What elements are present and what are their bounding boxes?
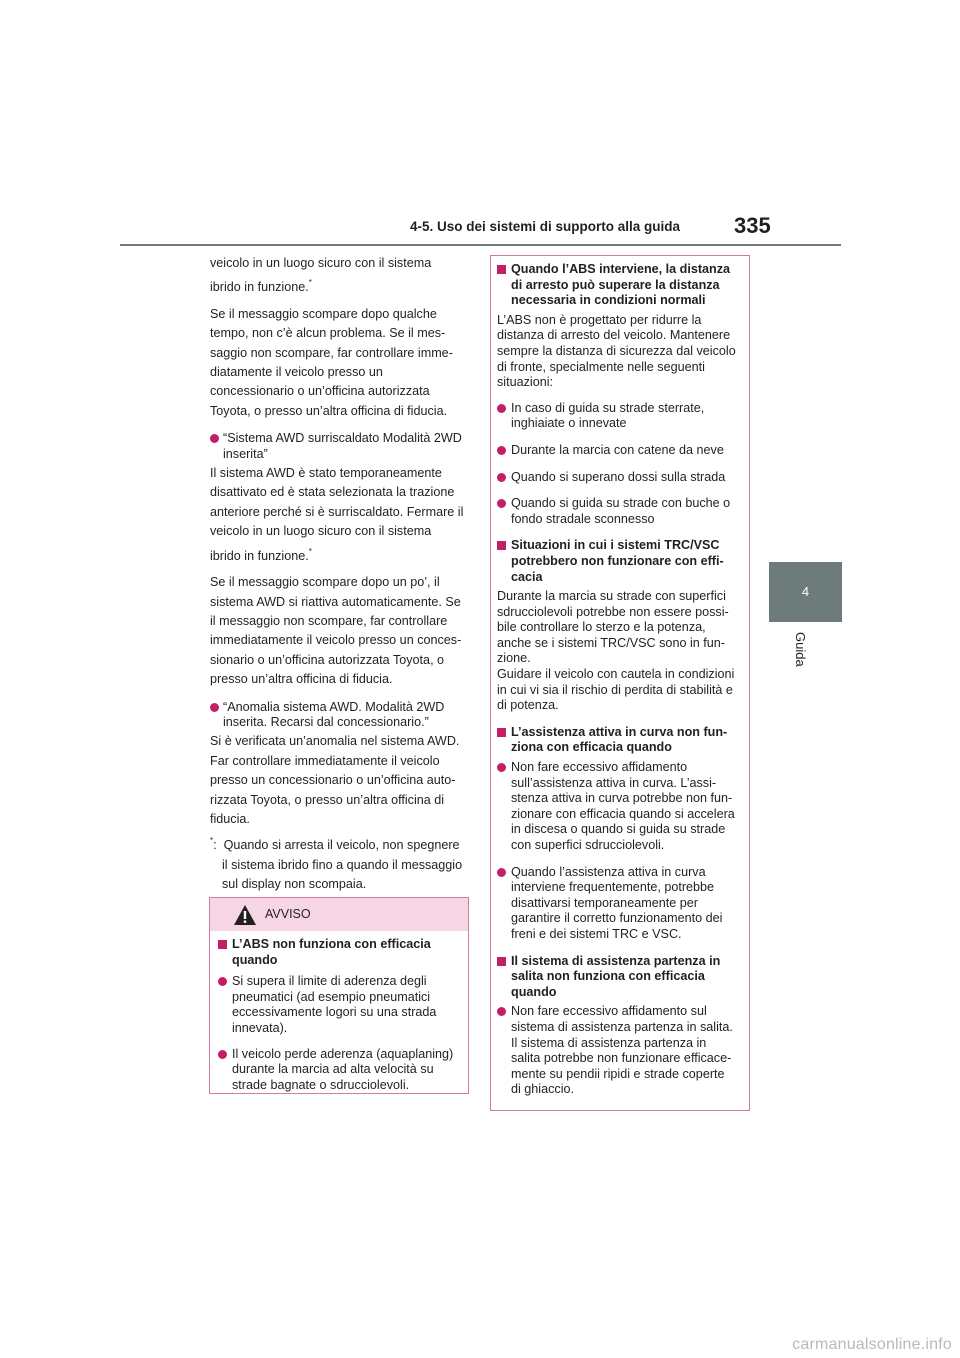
warning-triangle-icon <box>233 904 257 926</box>
footnote: *: Quando si arresta il veicolo, non spegnere il sistema ibrido fino a quando il messaggio sul display non scompaia. <box>210 836 463 892</box>
warning-title: AVVISO <box>265 907 311 921</box>
paragraph: veicolo in un luogo sicuro con il sistema <box>210 256 432 270</box>
left-column <box>210 254 472 895</box>
section-title: 4-5. Uso dei sistemi di supporto alla guida <box>410 219 681 234</box>
info-bullet: Quando si guida su strade con buche o fondo stradale sconnesso <box>497 496 739 527</box>
header-rule <box>120 244 841 246</box>
paragraph: Si è verificata un’anomalia nel sistema AWD. Far controllare immediatamente il veicolo presso un concessionario o un’officina auto- rizzata Toyota, o presso un’altra officina di fiducia. <box>210 734 460 826</box>
warning-header <box>210 898 468 931</box>
paragraph: Il sistema AWD è stato temporaneamente disattivato ed è stata selezionata la trazione anteriore perché si è surriscaldato. Fermare il veicolo in un luogo sicuro con il sistema ibrido in funzione.* <box>210 466 464 563</box>
info-text: Durante la marcia su strade con superfici sdrucciolevoli potrebbe non essere possi- bile controllare lo sterzo e la potenza, anche se i sistemi TRC/VSC sono in fun- zione. Guidare il veicolo con cautela in condizioni in cui vi sia il rischio di perdita di stabilità e di potenza. <box>497 589 735 713</box>
warning-heading: L’ABS non funziona con efficacia quando <box>218 937 458 968</box>
info-heading-cornering-assist: L’assistenza attiva in curva non fun- ziona con efficacia quando <box>497 725 739 756</box>
info-bullet: Non fare eccessivo affidamento sull’assistenza attiva in curva. L’assi- stenza attiva in curva potrebbe non fun- zionare con efficacia quando si accelera in discesa o quando si guida su strade con superfici sdrucciolevoli. <box>497 760 739 854</box>
info-heading-abs-distance: Quando l’ABS interviene, la distanza di arresto può superare la distanza necessaria in condizioni normali <box>497 262 739 309</box>
warning-box <box>209 897 469 1094</box>
page-number: 335 <box>734 213 771 238</box>
info-box <box>490 255 750 1111</box>
watermark: carmanualsonline.info <box>792 1336 952 1353</box>
info-heading-trc-vsc: Situazioni in cui i sistemi TRC/VSC potrebbero non funzionare con effi- cacia <box>497 538 739 585</box>
info-text: L’ABS non è progettato per ridurre la distanza di arresto del veicolo. Mantenere sempre la distanza di sicurezza dal veicolo di fronte, specialmente nelle seguenti situazioni: <box>497 312 736 390</box>
chapter-tab: 4 <box>769 562 842 622</box>
chapter-label: Guida <box>793 632 808 667</box>
info-bullet: Quando si superano dossi sulla strada <box>497 470 739 486</box>
paragraph: Se il messaggio scompare dopo qualche tempo, non c’è alcun problema. Se il mes- saggio non scompare, far controllare imme- diatamente il veicolo presso un concessionario o un’officina autorizzata Toyota, o presso un’altra officina di fiducia. <box>210 306 453 418</box>
info-bullet: Non fare eccessivo affidamento sul sistema di assistenza partenza in salita. Il sistema di assistenza partenza in salita potrebbe non funzionare efficace- mente su pendii ripidi e strade coperte di ghiaccio. <box>497 1004 739 1098</box>
message-bullet: “Anomalia sistema AWD. Modalità 2WD inserita. Recarsi dal concessionario.” <box>210 700 472 731</box>
info-heading-hill-start: Il sistema di assistenza partenza in salita non funziona con efficacia quando <box>497 954 739 1001</box>
info-bullet: In caso di guida su strade sterrate, inghiaiate o innevate <box>497 401 739 432</box>
paragraph: ibrido in funzione.* <box>210 278 312 295</box>
info-bullet: Durante la marcia con catene da neve <box>497 443 739 459</box>
warning-bullet: Si supera il limite di aderenza degli pneumatici (ad esempio pneumatici eccessivamente logori su una strada innevata). <box>218 974 458 1036</box>
info-bullet: Quando l’assistenza attiva in curva interviene frequentemente, potrebbe disattivarsi temporaneamente per garantire il corretto funzionamento dei freni e dei sistemi TRC e VSC. <box>497 865 739 943</box>
warning-bullet: Il veicolo perde aderenza (aquaplaning) durante la marcia ad alta velocità su strade bagnate o sdrucciolevoli. <box>218 1047 458 1094</box>
paragraph: Se il messaggio scompare dopo un po’, il sistema AWD si riattiva automaticamente. Se il messaggio non scompare, far controllare immediatamente il veicolo presso un conces- sionario o un’officina autorizzata Toyota, o presso un’altra officina di fiducia. <box>210 575 462 687</box>
message-bullet: “Sistema AWD surriscaldato Modalità 2WD inserita” <box>210 431 472 462</box>
